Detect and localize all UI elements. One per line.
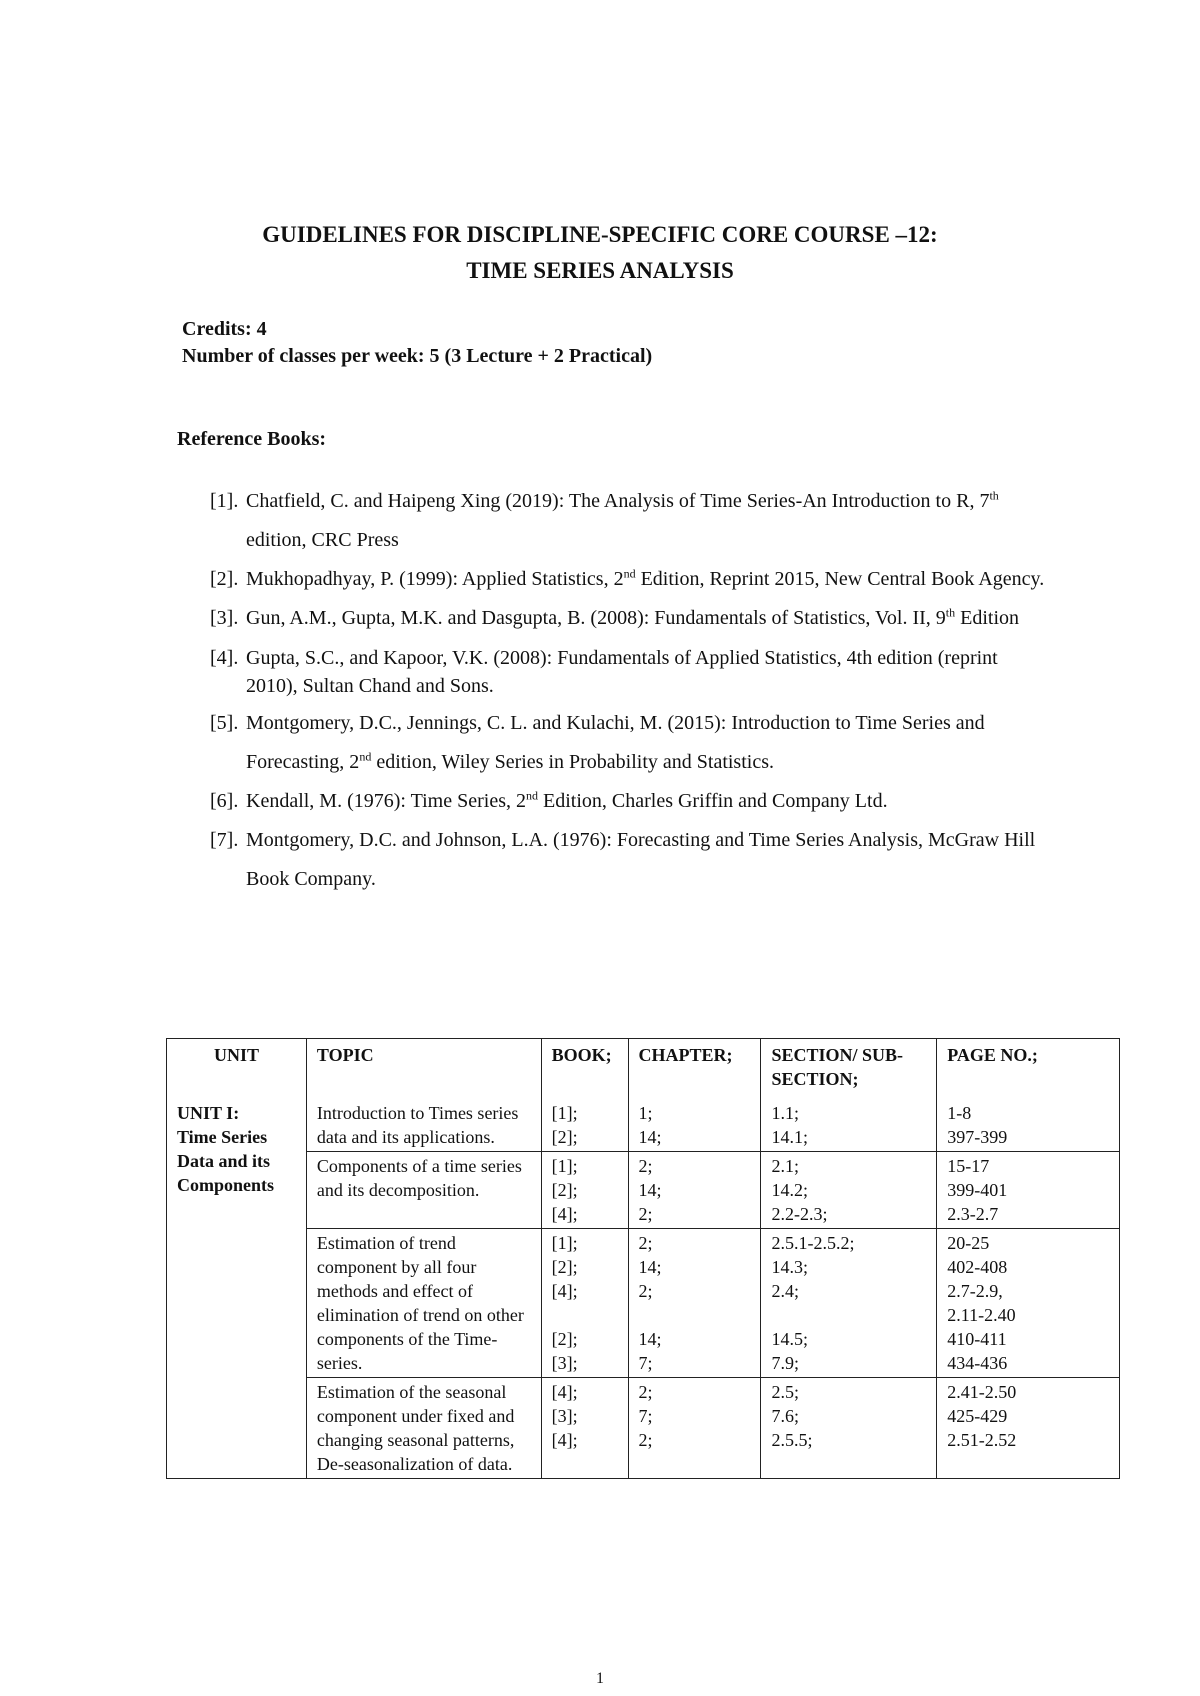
- reference-text-tail: edition, CRC Press: [246, 529, 399, 551]
- unit-label-line: UNIT I:: [177, 1103, 240, 1123]
- section-ref: 2.5.5;: [771, 1430, 813, 1450]
- book-ref: [4];: [551, 1281, 578, 1301]
- reference-number: [7].: [210, 829, 239, 851]
- reference-books-heading: Reference Books:: [177, 428, 327, 450]
- book-ref: [2];: [551, 1180, 578, 1200]
- header-book: BOOK;: [541, 1039, 628, 1100]
- topic-cell: Estimation of the seasonal component under fixed and changing seasonal patterns, De-seasonalization of data.: [306, 1378, 541, 1479]
- book-ref: [552, 1303, 618, 1327]
- page-ref: 2.7-2.9,: [947, 1281, 1003, 1301]
- reference-superscript: nd: [359, 749, 372, 764]
- table-header-row: [167, 1039, 1120, 1100]
- section-ref: 2.5.1-2.5.2;: [771, 1233, 855, 1253]
- page-ref: 397-399: [947, 1127, 1008, 1147]
- chapter-ref: 2;: [638, 1382, 653, 1402]
- book-ref: [2];: [551, 1329, 578, 1349]
- page-ref: 425-429: [947, 1406, 1008, 1426]
- table-row: [167, 1378, 1120, 1479]
- page-ref: 20-25: [947, 1233, 990, 1253]
- chapter-cell: [628, 1229, 761, 1378]
- header-topic: TOPIC: [306, 1039, 541, 1100]
- reference-list: [210, 482, 1050, 899]
- page-ref: 2.3-2.7: [947, 1204, 999, 1224]
- chapter-ref: 7;: [638, 1406, 653, 1426]
- section-ref: 14.1;: [771, 1127, 808, 1147]
- section-ref: 14.5;: [771, 1329, 808, 1349]
- reference-item-7: [210, 821, 1050, 899]
- page-number: 1: [596, 1670, 604, 1687]
- header-chapter: CHAPTER;: [628, 1039, 761, 1100]
- page-ref: 2.51-2.52: [947, 1430, 1017, 1450]
- page-ref: 1-8: [947, 1103, 972, 1123]
- section-ref: 7.6;: [771, 1406, 799, 1426]
- chapter-cell: [628, 1378, 761, 1479]
- reference-item-5: [210, 704, 1050, 782]
- reference-number: [6].: [210, 790, 239, 812]
- chapter-cell: [628, 1099, 761, 1152]
- document-title-line2: TIME SERIES ANALYSIS: [466, 258, 734, 283]
- page-ref: 2.11-2.40: [947, 1305, 1016, 1325]
- chapter-ref: 2;: [638, 1156, 653, 1176]
- page-ref: 15-17: [947, 1156, 990, 1176]
- chapter-ref: 1;: [638, 1103, 653, 1123]
- reference-number: [1].: [210, 490, 239, 512]
- section-ref: [771, 1303, 926, 1327]
- document-title-line1: GUIDELINES FOR DISCIPLINE-SPECIFIC CORE COURSE –12:: [262, 222, 938, 247]
- reference-text: Kendall, M. (1976): Time Series, 2: [246, 790, 526, 812]
- classes-per-week-text: Number of classes per week: 5 (3 Lecture + 2 Practical): [182, 345, 653, 367]
- unit-label-line: Data and its: [177, 1151, 271, 1171]
- book-cell: [541, 1099, 628, 1152]
- table-row: [167, 1152, 1120, 1229]
- unit-cell: [167, 1099, 307, 1479]
- reference-superscript: th: [945, 605, 956, 620]
- header-page: PAGE NO.;: [937, 1039, 1120, 1100]
- book-ref: [4];: [551, 1204, 578, 1224]
- book-ref: [2];: [551, 1127, 578, 1147]
- unit-topics-table: [166, 1038, 1120, 1479]
- book-cell: [541, 1229, 628, 1378]
- table-row: [167, 1099, 1120, 1152]
- reference-text-tail: edition, Wiley Series in Probability and Statistics.: [371, 751, 774, 773]
- page-ref: 402-408: [947, 1257, 1008, 1277]
- section-ref: 2.4;: [771, 1281, 799, 1301]
- chapter-ref: 2;: [638, 1430, 653, 1450]
- reference-text: Gun, A.M., Gupta, M.K. and Dasgupta, B. (2008): Fundamentals of Statistics, Vol. II, 9: [246, 607, 946, 629]
- chapter-ref: 14;: [638, 1257, 662, 1277]
- topic-cell: Introduction to Times series data and its applications.: [306, 1099, 541, 1152]
- page-cell: [937, 1229, 1120, 1378]
- chapter-ref: 14;: [638, 1127, 662, 1147]
- page-cell: [937, 1099, 1120, 1152]
- book-cell: [541, 1152, 628, 1229]
- reference-item-3: [210, 599, 1050, 638]
- header-unit: UNIT: [167, 1039, 307, 1100]
- reference-superscript: nd: [526, 788, 538, 803]
- reference-text: Gupta, S.C., and Kapoor, V.K. (2008): Fundamentals of Applied Statistics, 4th edition (reprint 2010), Sultan Chand and Sons.: [246, 647, 998, 697]
- book-ref: [4];: [551, 1382, 578, 1402]
- reference-superscript: th: [989, 488, 999, 503]
- page-cell: [937, 1378, 1120, 1479]
- book-ref: [1];: [551, 1233, 578, 1253]
- reference-text: Montgomery, D.C. and Johnson, L.A. (1976): Forecasting and Time Series Analysis, McGraw Hill Book Company.: [246, 829, 1036, 890]
- section-cell: [761, 1378, 937, 1479]
- section-ref: 14.2;: [771, 1180, 808, 1200]
- page-ref: 2.41-2.50: [947, 1382, 1017, 1402]
- section-ref: 1.1;: [771, 1103, 799, 1123]
- section-cell: [761, 1152, 937, 1229]
- reference-text: Montgomery, D.C., Jennings, C. L. and Kulachi, M. (2015): Introduction to Time Series and Forecasting, 2: [246, 712, 985, 773]
- section-ref: 2.1;: [771, 1156, 799, 1176]
- book-ref: [4];: [551, 1430, 578, 1450]
- table-row: [167, 1229, 1120, 1378]
- section-ref: 2.2-2.3;: [771, 1204, 828, 1224]
- book-ref: [1];: [551, 1103, 578, 1123]
- chapter-cell: [628, 1152, 761, 1229]
- header-section: SECTION/ SUB-SECTION;: [761, 1039, 937, 1100]
- reference-number: [2].: [210, 568, 239, 590]
- unit-label-line: Components: [177, 1175, 275, 1195]
- section-ref: 2.5;: [771, 1382, 799, 1402]
- chapter-ref: 2;: [638, 1281, 653, 1301]
- chapter-ref: 14;: [638, 1329, 662, 1349]
- credits-text: Credits: 4: [182, 318, 267, 340]
- reference-text-tail: Edition, Charles Griffin and Company Ltd.: [538, 790, 888, 812]
- topic-cell: Estimation of trend component by all four methods and effect of elimination of trend on other components of the Time-series.: [306, 1229, 541, 1378]
- chapter-ref: 2;: [638, 1204, 653, 1224]
- chapter-ref: 2;: [638, 1233, 653, 1253]
- chapter-ref: [639, 1303, 751, 1327]
- book-cell: [541, 1378, 628, 1479]
- page-ref: 410-411: [947, 1329, 1007, 1349]
- page-ref: 399-401: [947, 1180, 1008, 1200]
- reference-item-4: [210, 638, 1050, 704]
- chapter-ref: 7;: [638, 1353, 653, 1373]
- book-ref: [3];: [551, 1406, 578, 1426]
- section-cell: [761, 1099, 937, 1152]
- reference-text: Chatfield, C. and Haipeng Xing (2019): The Analysis of Time Series-An Introduction to R, 7: [246, 490, 990, 512]
- reference-text-tail: Edition: [955, 607, 1020, 629]
- page-cell: [937, 1152, 1120, 1229]
- reference-superscript: nd: [623, 566, 636, 581]
- reference-item-1: [210, 482, 1050, 560]
- page-ref: 434-436: [947, 1353, 1008, 1373]
- reference-number: [3].: [210, 607, 239, 629]
- chapter-ref: 14;: [638, 1180, 662, 1200]
- reference-number: [5].: [210, 712, 239, 734]
- reference-text: Mukhopadhyay, P. (1999): Applied Statistics, 2: [246, 568, 624, 590]
- reference-text-tail: Edition, Reprint 2015, New Central Book Agency.: [635, 568, 1045, 590]
- section-cell: [761, 1229, 937, 1378]
- book-ref: [1];: [551, 1156, 578, 1176]
- section-ref: 14.3;: [771, 1257, 808, 1277]
- unit-label-line: Time Series: [177, 1127, 268, 1147]
- book-ref: [2];: [551, 1257, 578, 1277]
- reference-item-2: [210, 560, 1050, 599]
- topic-cell: Components of a time series and its decomposition.: [306, 1152, 541, 1229]
- book-ref: [3];: [551, 1353, 578, 1373]
- reference-item-6: [210, 782, 1050, 821]
- reference-number: [4].: [210, 647, 239, 669]
- section-ref: 7.9;: [771, 1353, 799, 1373]
